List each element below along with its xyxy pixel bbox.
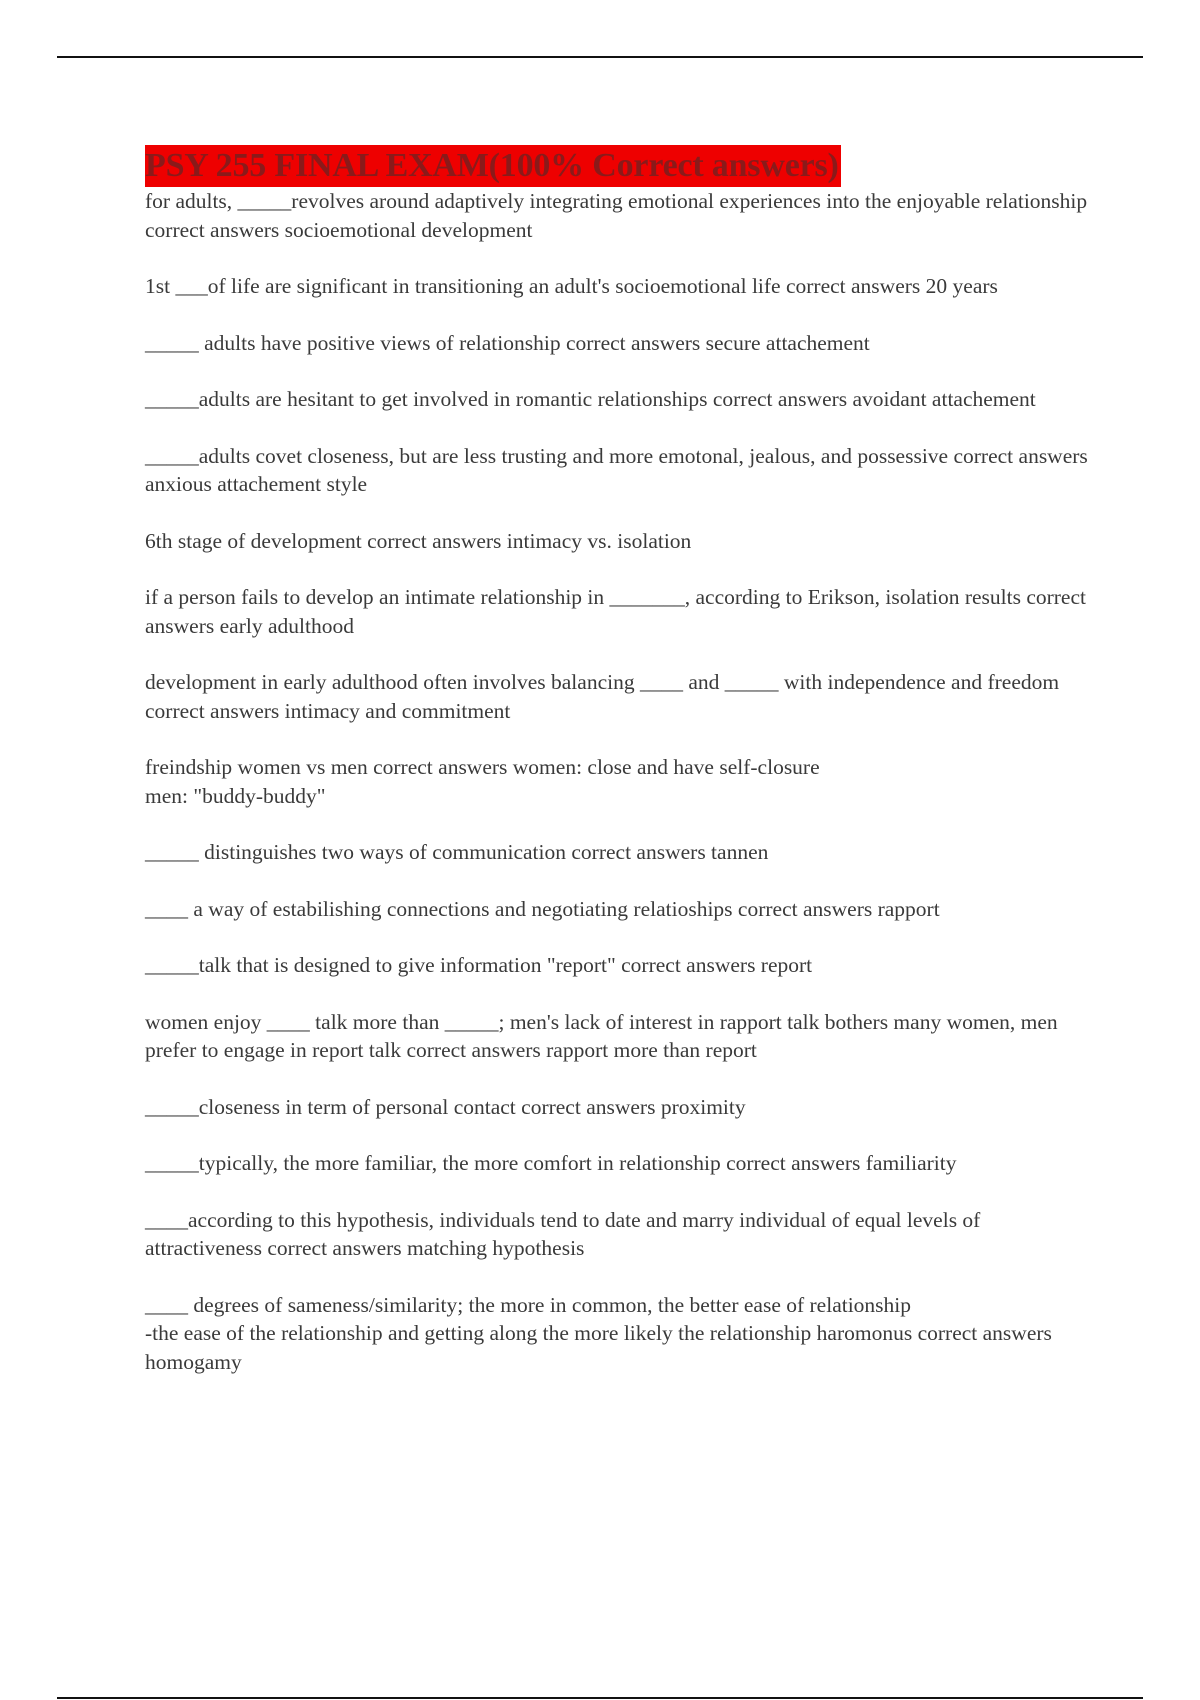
qa-item: ____according to this hypothesis, individuals tend to date and marry individual of equal levels of attractiveness correct answers matching hypothesis: [145, 1207, 981, 1260]
qa-item: women enjoy ____ talk more than _____; men's lack of interest in rapport talk bothers many women, men prefer to engage in report talk correct answers rapport more than report: [145, 1009, 1058, 1062]
qa-item: development in early adulthood often involves balancing ____ and _____ with independence and freedom correct answers intimacy and commitment: [145, 670, 1060, 723]
qa-item: for adults, _____revolves around adaptively integrating emotional experiences into the enjoyable relationship correct answers socioemotional development: [145, 189, 1088, 242]
qa-item: if a person fails to develop an intimate relationship in _______, according to Erikson, isolation results correct answers early adulthood: [145, 585, 1086, 638]
qa-item: ____ a way of estabilishing connections and negotiating relatioships correct answers rapport: [145, 896, 940, 921]
qa-item: _____ adults have positive views of relationship correct answers secure attachement: [145, 330, 870, 355]
qa-item: _____typically, the more familiar, the more comfort in relationship correct answers familiarity: [145, 1151, 957, 1175]
qa-item: freindship women vs men correct answers women: close and have self-closure men: "buddy-buddy": [145, 755, 820, 808]
top-rule: [57, 56, 1143, 58]
qa-item: _____talk that is designed to give information "report" correct answers report: [145, 953, 813, 977]
qa-list: [145, 187, 1090, 1376]
qa-item: 6th stage of development correct answers intimacy vs. isolation: [145, 528, 692, 553]
qa-item: _____adults covet closeness, but are less trusting and more emotonal, jealous, and possessive correct answers anxious attachement style: [145, 443, 1088, 496]
qa-item: 1st ___of life are significant in transitioning an adult's socioemotional life correct answers 20 years: [145, 274, 998, 298]
qa-item: _____closeness in term of personal contact correct answers proximity: [145, 1094, 746, 1119]
document-body: [145, 145, 1090, 1404]
qa-item: _____adults are hesitant to get involved in romantic relationships correct answers avoidant attachement: [145, 387, 1036, 411]
qa-item: ____ degrees of sameness/similarity; the more in common, the better ease of relationship -the ease of the relationship and getting along the more likely the relationship haromonus correct answers homogamy: [145, 1292, 1052, 1374]
bottom-rule: [57, 1697, 1143, 1699]
qa-item: _____ distinguishes two ways of communication correct answers tannen: [145, 840, 769, 864]
document-title: PSY 255 FINAL EXAM(100% Correct answers): [145, 145, 841, 187]
